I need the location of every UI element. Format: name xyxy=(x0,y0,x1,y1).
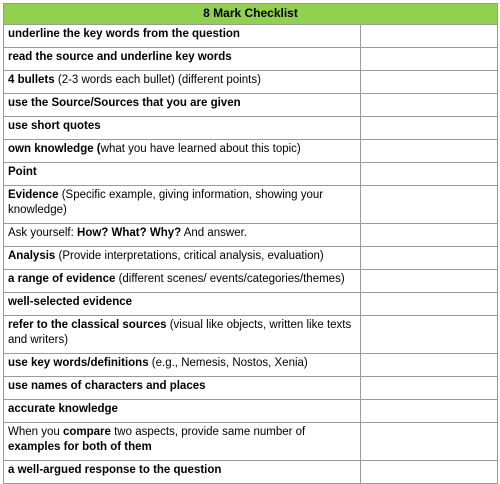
checklist-item xyxy=(4,224,361,247)
checklist-item xyxy=(4,461,361,484)
item-bold-text: underline the key words from the question xyxy=(8,28,240,40)
table-row xyxy=(4,25,498,48)
item-text: (e.g., Nemesis, Nostos, Xenia) xyxy=(151,357,308,369)
table-row xyxy=(4,186,498,224)
checklist-item xyxy=(4,247,361,270)
checklist-item xyxy=(4,316,361,354)
item-bold-text: Evidence xyxy=(8,189,62,201)
check-cell[interactable] xyxy=(361,423,498,461)
checklist-item xyxy=(4,163,361,186)
check-cell[interactable] xyxy=(361,25,498,48)
item-bold-text: read the source and underline key words xyxy=(8,51,232,63)
table-row xyxy=(4,316,498,354)
checklist-item xyxy=(4,71,361,94)
check-cell[interactable] xyxy=(361,247,498,270)
checklist-item xyxy=(4,293,361,316)
table-row xyxy=(4,224,498,247)
item-bold-text: Analysis xyxy=(8,250,59,262)
table-row xyxy=(4,293,498,316)
check-cell[interactable] xyxy=(361,117,498,140)
item-bold-text: How? What? Why? xyxy=(77,227,182,239)
table-row xyxy=(4,163,498,186)
checklist-item xyxy=(4,25,361,48)
checklist-item xyxy=(4,377,361,400)
checklist-title: 8 Mark Checklist xyxy=(4,4,498,25)
table-row xyxy=(4,140,498,163)
check-cell[interactable] xyxy=(361,71,498,94)
checklist-table xyxy=(3,3,498,484)
table-row xyxy=(4,117,498,140)
check-cell[interactable] xyxy=(361,140,498,163)
check-cell[interactable] xyxy=(361,224,498,247)
table-row xyxy=(4,247,498,270)
item-bold-text: use the Source/Sources that you are given xyxy=(8,97,241,109)
check-cell[interactable] xyxy=(361,270,498,293)
item-bold-text: well-selected evidence xyxy=(8,296,133,308)
item-text: (visual like objects, written like texts and writers) xyxy=(8,319,352,346)
item-bold-text: Point xyxy=(8,166,37,178)
checklist-item xyxy=(4,400,361,423)
table-row xyxy=(4,423,498,461)
item-bold-text: use key words/definitions xyxy=(8,357,152,369)
check-cell[interactable] xyxy=(361,293,498,316)
item-bold-text: accurate knowledge xyxy=(8,403,118,415)
item-bold-text: compare xyxy=(62,426,111,438)
check-cell[interactable] xyxy=(361,163,498,186)
table-row xyxy=(4,48,498,71)
checklist-item xyxy=(4,270,361,293)
item-text: (Specific example, giving information, showing your knowledge) xyxy=(8,189,324,216)
table-row xyxy=(4,354,498,377)
checklist-item xyxy=(4,354,361,377)
table-row xyxy=(4,400,498,423)
item-bold-text: a range of evidence xyxy=(8,273,119,285)
checklist-item xyxy=(4,48,361,71)
checklist-item xyxy=(4,423,361,461)
item-text: Ask yourself: xyxy=(8,227,78,239)
item-text: two aspects, provide same number of xyxy=(110,426,306,438)
check-cell[interactable] xyxy=(361,186,498,224)
item-bold-text: 4 bullets xyxy=(8,74,58,86)
table-row xyxy=(4,94,498,117)
table-row xyxy=(4,270,498,293)
checklist-item xyxy=(4,117,361,140)
item-text: (different scenes/ events/categories/themes) xyxy=(118,273,345,285)
check-cell[interactable] xyxy=(361,354,498,377)
check-cell[interactable] xyxy=(361,48,498,71)
item-text: (Provide interpretations, critical analysis, evaluation) xyxy=(58,250,324,262)
checklist-item xyxy=(4,140,361,163)
check-cell[interactable] xyxy=(361,94,498,117)
item-text: what you have learned about this topic) xyxy=(100,143,301,155)
item-bold-text: examples for both of them xyxy=(8,441,152,453)
item-text: And answer. xyxy=(181,227,248,239)
check-cell[interactable] xyxy=(361,316,498,354)
table-row xyxy=(4,71,498,94)
item-bold-text: use short quotes xyxy=(8,120,101,132)
check-cell[interactable] xyxy=(361,377,498,400)
item-bold-text: own knowledge ( xyxy=(8,143,101,155)
check-cell[interactable] xyxy=(361,461,498,484)
checklist-item xyxy=(4,186,361,224)
check-cell[interactable] xyxy=(361,400,498,423)
item-bold-text: use names of characters and places xyxy=(8,380,206,392)
item-bold-text: a well-argued response to the question xyxy=(8,464,222,476)
table-row xyxy=(4,377,498,400)
item-bold-text: refer to the classical sources xyxy=(8,319,170,331)
checklist-item xyxy=(4,94,361,117)
table-row xyxy=(4,461,498,484)
item-text: When you xyxy=(8,426,63,438)
item-text: (2-3 words each bullet) (different points) xyxy=(57,74,261,86)
